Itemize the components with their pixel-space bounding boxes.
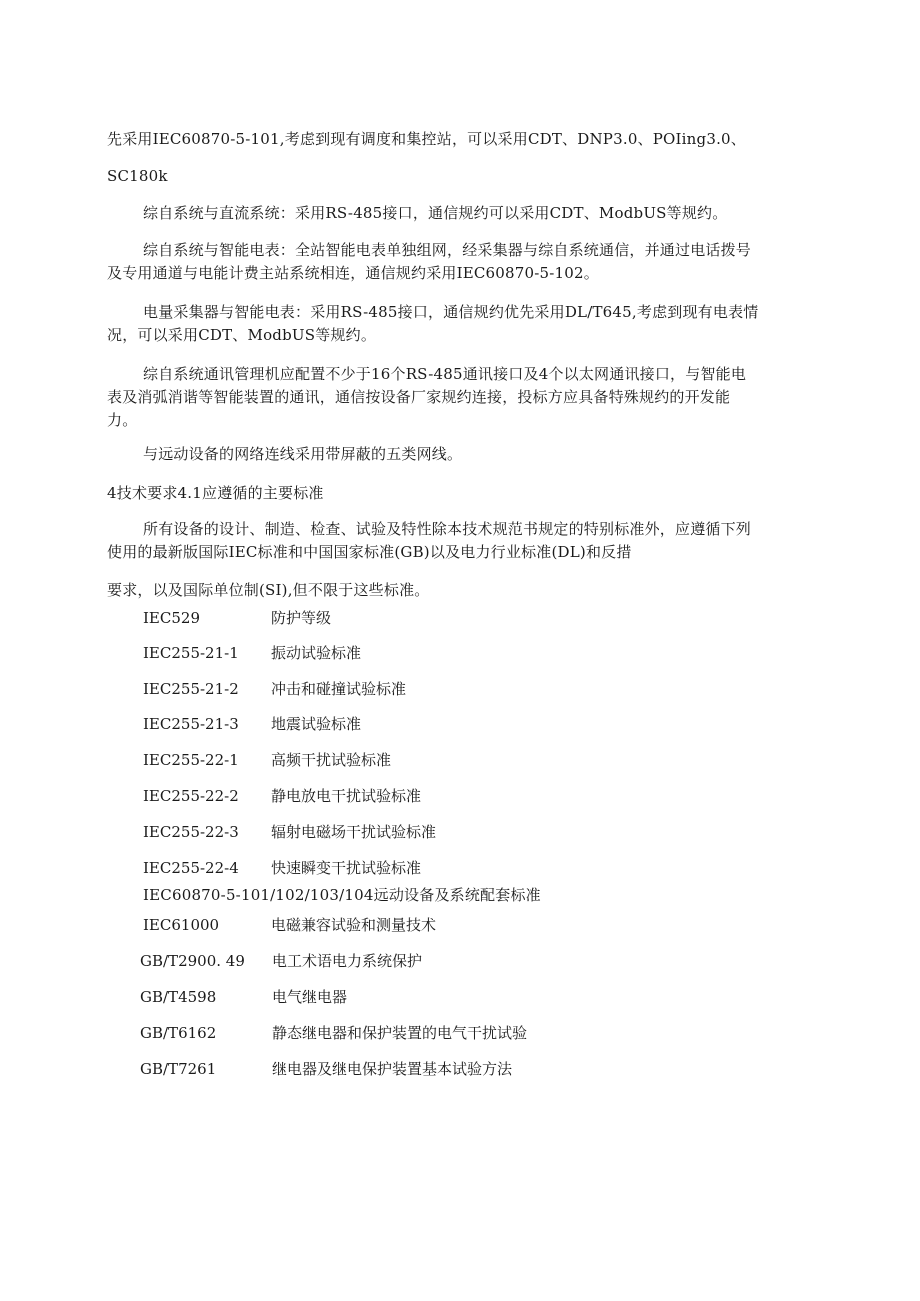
standard-description: 地震试验标准 [271, 715, 362, 733]
standard-item [143, 885, 541, 905]
standard-code: IEC255-22-4 [143, 859, 239, 877]
standard-code: IEC255-22-2 [143, 787, 239, 805]
standard-code: IEC255-22-1 [143, 751, 239, 769]
standard-code: GB/T4598 [140, 988, 217, 1006]
section-heading: 4技术要求4.1应遵循的主要标准 [107, 484, 324, 502]
paragraph-line: 况，可以采用CDT、ModbUS等规约。 [107, 326, 377, 344]
paragraph-line: 表及消弧消谐等智能装置的通讯，通信按设备厂家规约连接，投标方应具备特殊规约的开发能 [107, 388, 731, 406]
standard-description: 冲击和碰撞试验标准 [271, 680, 407, 698]
paragraph-line: 要求，以及国际单位制(SI),但不限于这些标准。 [107, 581, 430, 599]
standard-description: 继电器及继电保护装置基本试验方法 [272, 1060, 513, 1078]
paragraph-line: 综自系统通讯管理机应配置不少于16个RS-485通讯接口及4个以太网通讯接口，与智能电 [143, 365, 747, 383]
standard-description: 防护等级 [271, 609, 332, 627]
paragraph-line: 及专用通道与电能计费主站系统相连，通信规约采用IEC60870-5-102。 [107, 264, 599, 282]
paragraph-line: 综自系统与直流系统：采用RS-485接口，通信规约可以采用CDT、ModbUS等规约。 [143, 204, 728, 222]
paragraph-line: 电量采集器与智能电表：采用RS-485接口，通信规约优先采用DL/T645,考虑到现有电表情 [143, 303, 759, 321]
standard-code: GB/T6162 [140, 1024, 217, 1042]
standard-code: IEC60870-5-101/102/103/104 [143, 886, 374, 904]
standard-code: GB/T2900. 49 [140, 952, 245, 970]
standard-code: IEC529 [143, 609, 200, 627]
standard-code: GB/T7261 [140, 1060, 217, 1078]
standard-description: 振动试验标准 [271, 644, 362, 662]
standard-description: 辐射电磁场干扰试验标准 [271, 823, 437, 841]
paragraph-line: 综自系统与智能电表：全站智能电表单独组网，经采集器与综自系统通信，并通过电话拨号 [143, 241, 752, 259]
standard-description: 快速瞬变干扰试验标准 [271, 859, 422, 877]
standard-code: IEC61000 [143, 916, 220, 934]
standard-code: IEC255-21-2 [143, 680, 239, 698]
standard-code: IEC255-22-3 [143, 823, 239, 841]
paragraph-line: 力。 [107, 411, 138, 429]
paragraph-line: SC180k [107, 167, 168, 185]
paragraph-line: 使用的最新版国际IEC标准和中国国家标准(GB)以及电力行业标准(DL)和反措 [107, 543, 632, 561]
standard-code: IEC255-21-3 [143, 715, 239, 733]
standard-description: 电工术语电力系统保护 [272, 952, 423, 970]
paragraph-line: 与远动设备的网络连线采用带屏蔽的五类网线。 [143, 445, 463, 463]
standard-description: 高频干扰试验标准 [271, 751, 392, 769]
standard-description: 静电放电干扰试验标准 [271, 787, 422, 805]
standard-description: 电气继电器 [272, 988, 348, 1006]
standard-code: IEC255-21-1 [143, 644, 239, 662]
standard-description: 静态继电器和保护装置的电气干扰试验 [272, 1024, 528, 1042]
standard-description: 电磁兼容试验和测量技术 [271, 916, 437, 934]
paragraph-line: 所有设备的设计、制造、检查、试验及特性除本技术规范书规定的特别标准外，应遵循下列 [143, 520, 752, 538]
paragraph-line: 先采用IEC60870-5-101,考虑到现有调度和集控站，可以采用CDT、DNP3.0、POIing3.0、 [107, 130, 746, 148]
standard-description: 远动设备及系统配套标准 [373, 886, 541, 904]
